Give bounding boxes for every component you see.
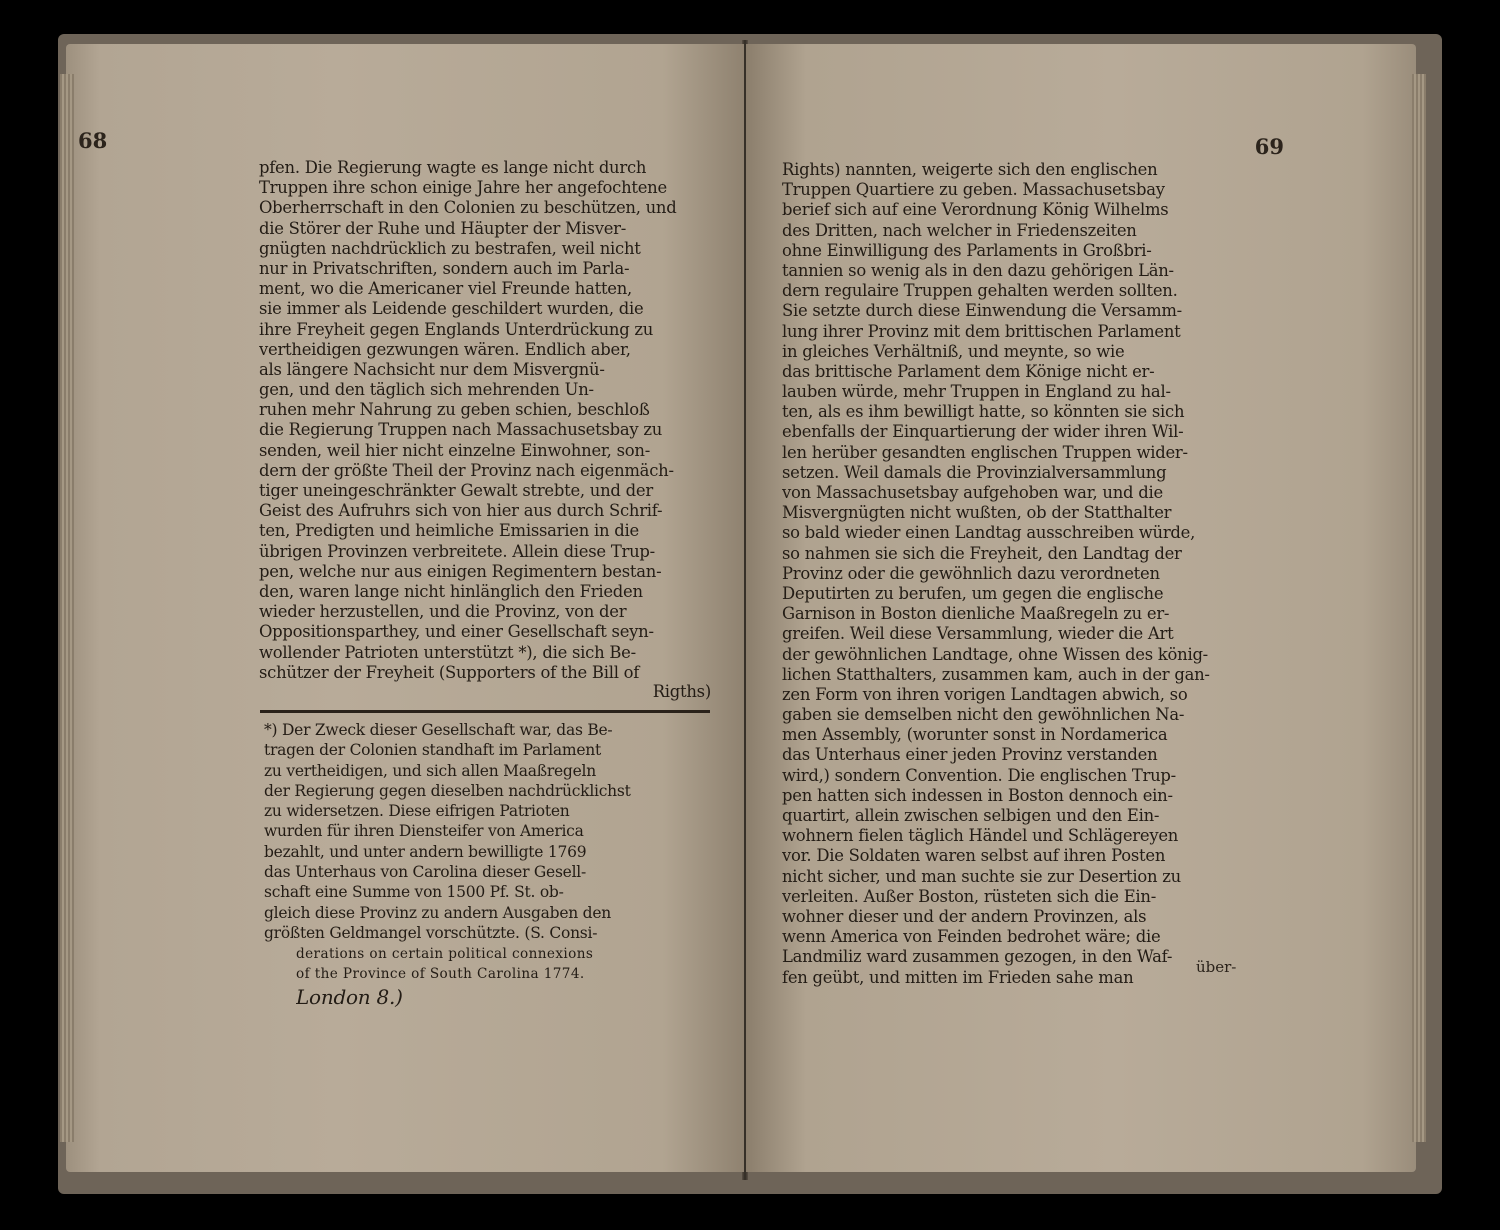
footnote-rule — [260, 710, 710, 713]
text-line: die Störer der Ruhe und Häupter der Misver- — [259, 218, 627, 238]
text-line: tragen der Colonien standhaft im Parlament — [264, 741, 602, 760]
text-line: Oppositionsparthey, und einer Gesellschaft seyn- — [259, 622, 654, 642]
text-line: lichen Statthalters, zusammen kam, auch in der gan- — [782, 664, 1210, 684]
text-line: lauben würde, mehr Truppen in England zu hal- — [782, 382, 1171, 402]
text-line: tannien so wenig als in den dazu gehörigen Län- — [782, 260, 1174, 280]
left-page-number: 68 — [78, 128, 108, 153]
text-line: des Dritten, nach welcher in Friedenszeiten — [782, 220, 1137, 240]
text-line: so bald wieder einen Landtag ausschreiben würde, — [782, 523, 1196, 543]
footnote — [264, 720, 710, 943]
left-page-body-last-line-wrap — [259, 682, 711, 702]
text-line: tiger uneingeschränkter Gewalt strebte, und der — [259, 481, 653, 500]
text-line: übrigen Provinzen verbreitete. Allein diese Trup- — [259, 541, 655, 561]
footnote-citation-line: derations on certain political connexions — [296, 946, 594, 962]
text-line: das Unterhaus einer jeden Provinz verstanden — [782, 745, 1158, 765]
text-line: ohne Einwilligung des Parlaments in Großbri- — [782, 240, 1152, 260]
text-line: Provinz oder die gewöhnlich dazu verordneten — [782, 563, 1160, 583]
text-line: vor. Die Soldaten waren selbst auf ihren Posten — [782, 846, 1166, 866]
text-line: so nahmen sie sich die Freyheit, den Landtag der — [782, 543, 1182, 563]
footnote-citation — [296, 944, 714, 1009]
text-line: gaben sie demselben nicht den gewöhnlichen Na- — [782, 705, 1185, 725]
footnote-imprint: London 8.) — [296, 984, 403, 1009]
text-line: Rights) nannten, weigerte sich den englischen — [782, 160, 1158, 179]
text-line: Landmiliz ward zusammen gezogen, in den Waf- — [782, 947, 1173, 967]
text-line: men Assembly, (worunter sonst in Nordamerica — [782, 725, 1168, 745]
text-line: wieder herzustellen, und die Provinz, von der — [259, 602, 627, 622]
text-line: pfen. Die Regierung wagte es lange nicht durch — [259, 158, 647, 177]
text-line: berief sich auf eine Verordnung König Wilhelms — [782, 200, 1169, 220]
text-line: lung ihrer Provinz mit dem brittischen Parlament — [782, 321, 1181, 341]
text-line: Deputirten zu berufen, um gegen die englische — [782, 583, 1164, 603]
text-line: ebenfalls der Einquartierung der wider ihren Wil- — [782, 422, 1184, 442]
text-line: len herüber gesandten englischen Truppen wider- — [782, 442, 1188, 462]
text-line: vertheidigen gezwungen wären. Endlich aber, — [259, 339, 631, 359]
text-line: der Regierung gegen dieselben nachdrücklichst — [264, 781, 631, 800]
text-line: schaft eine Summe von 1500 Pf. St. ob- — [264, 883, 564, 902]
text-line: größten Geldmangel vorschützte. (S. Consi- — [264, 923, 598, 942]
text-line: ten, als es ihm bewilligt hatte, so könnten sie sich — [782, 402, 1185, 422]
text-line: fen geübt, und mitten im Frieden sahe man — [782, 967, 1134, 987]
text-line: ihre Freyheit gegen Englands Unterdrückung zu — [259, 319, 654, 339]
left-page-edges — [60, 74, 74, 1142]
text-line: gleich diese Provinz zu andern Ausgaben den — [264, 903, 612, 922]
text-line: Misvergnügten nicht wußten, ob der Statthalter — [782, 503, 1172, 523]
text-line: nicht sicher, und man suchte sie zur Desertion zu — [782, 866, 1181, 886]
text-line: bezahlt, und unter andern bewilligte 1769 — [264, 842, 587, 861]
text-line: Sie setzte durch diese Einwendung die Versamm- — [782, 301, 1182, 321]
right-page-body — [782, 160, 1237, 988]
text-line: ten, Predigten und heimliche Emissarien in die — [259, 521, 639, 541]
footnote-citation-line: of the Province of South Carolina 1774. — [296, 966, 585, 983]
text-line: von Massachusetsbay aufgehoben war, und die — [782, 483, 1163, 502]
text-line: gnügten nachdrücklich zu bestrafen, weil nicht — [259, 238, 641, 258]
text-line: zu vertheidigen, und sich allen Maaßregeln — [264, 761, 596, 780]
text-line: den, waren lange nicht hinlänglich den Frieden — [259, 581, 643, 601]
text-line: der gewöhnlichen Landtage, ohne Wissen des könig- — [782, 644, 1208, 664]
left-page-body — [259, 158, 717, 683]
text-line: nur in Privatschriften, sondern auch im Parla- — [259, 258, 630, 278]
text-line: Geist des Aufruhrs sich von hier aus durch Schrif- — [259, 501, 663, 521]
catchword: über- — [1196, 958, 1237, 976]
left-page — [66, 44, 744, 1172]
left-page-last-line: Rigths) — [652, 682, 711, 701]
text-line: als längere Nachsicht nur dem Misvergnü- — [259, 359, 605, 379]
text-line: verleiten. Außer Boston, rüsteten sich die Ein- — [782, 886, 1157, 906]
text-line: das Unterhaus von Carolina dieser Gesell- — [264, 863, 586, 882]
text-line: ment, wo die Americaner viel Freunde hatten, — [259, 279, 633, 299]
text-line: quartirt, allein zwischen selbigen und den Ein- — [782, 806, 1160, 825]
text-line: senden, weil hier nicht einzelne Einwohner, son- — [259, 440, 650, 460]
text-line: wohnern fielen täglich Händel und Schlägereyen — [782, 826, 1179, 846]
text-line: dern regulaire Truppen gehalten werden sollten. — [782, 281, 1178, 301]
text-line: wird,) sondern Convention. Die englischen Trup- — [782, 765, 1176, 785]
right-page-edges — [1412, 74, 1426, 1142]
text-line: wohner dieser und der andern Provinzen, als — [782, 906, 1147, 926]
right-page-number: 69 — [1254, 134, 1284, 159]
text-line: setzen. Weil damals die Provinzialversammlung — [782, 462, 1167, 482]
text-line: schützer der Freyheit (Supporters of the Bill of — [259, 662, 640, 682]
text-line: wollender Patrioten unterstützt *), die sich Be- — [259, 642, 636, 662]
text-line: Truppen Quartiere zu geben. Massachusetsbay — [782, 180, 1165, 200]
text-line: sie immer als Leidende geschildert wurden, die — [259, 299, 644, 319]
text-line: pen hatten sich indessen in Boston dennoch ein- — [782, 785, 1173, 805]
text-line: Truppen ihre schon einige Jahre her angefochtene — [259, 178, 667, 198]
text-line: in gleiches Verhältniß, und meynte, so wie — [782, 341, 1125, 361]
right-page — [746, 44, 1416, 1172]
text-line: zen Form von ihren vorigen Landtagen abwich, so — [782, 684, 1188, 704]
text-line: zu widersetzen. Diese eifrigen Patrioten — [264, 802, 570, 821]
open-book — [58, 34, 1442, 1194]
text-line: greifen. Weil diese Versammlung, wieder die Art — [782, 624, 1174, 644]
text-line: *) Der Zweck dieser Gesellschaft war, das Be- — [264, 721, 613, 739]
text-line: die Regierung Truppen nach Massachusetsbay zu — [259, 420, 663, 440]
text-line: Garnison in Boston dienliche Maaßregeln zu er- — [782, 604, 1170, 624]
text-line: dern der größte Theil der Provinz nach eigenmäch- — [259, 460, 674, 480]
text-line: gen, und den täglich sich mehrenden Un- — [259, 380, 594, 400]
text-line: pen, welche nur aus einigen Regimentern bestan- — [259, 561, 662, 581]
text-line: wenn America von Feinden bedrohet wäre; die — [782, 927, 1161, 947]
text-line: ruhen mehr Nahrung zu geben schien, beschloß — [259, 400, 650, 420]
text-line: das brittische Parlament dem Könige nicht er- — [782, 361, 1155, 381]
text-line: Oberherrschaft in den Colonien zu beschützen, und — [259, 198, 677, 218]
text-line: wurden für ihren Diensteifer von America — [264, 822, 584, 841]
